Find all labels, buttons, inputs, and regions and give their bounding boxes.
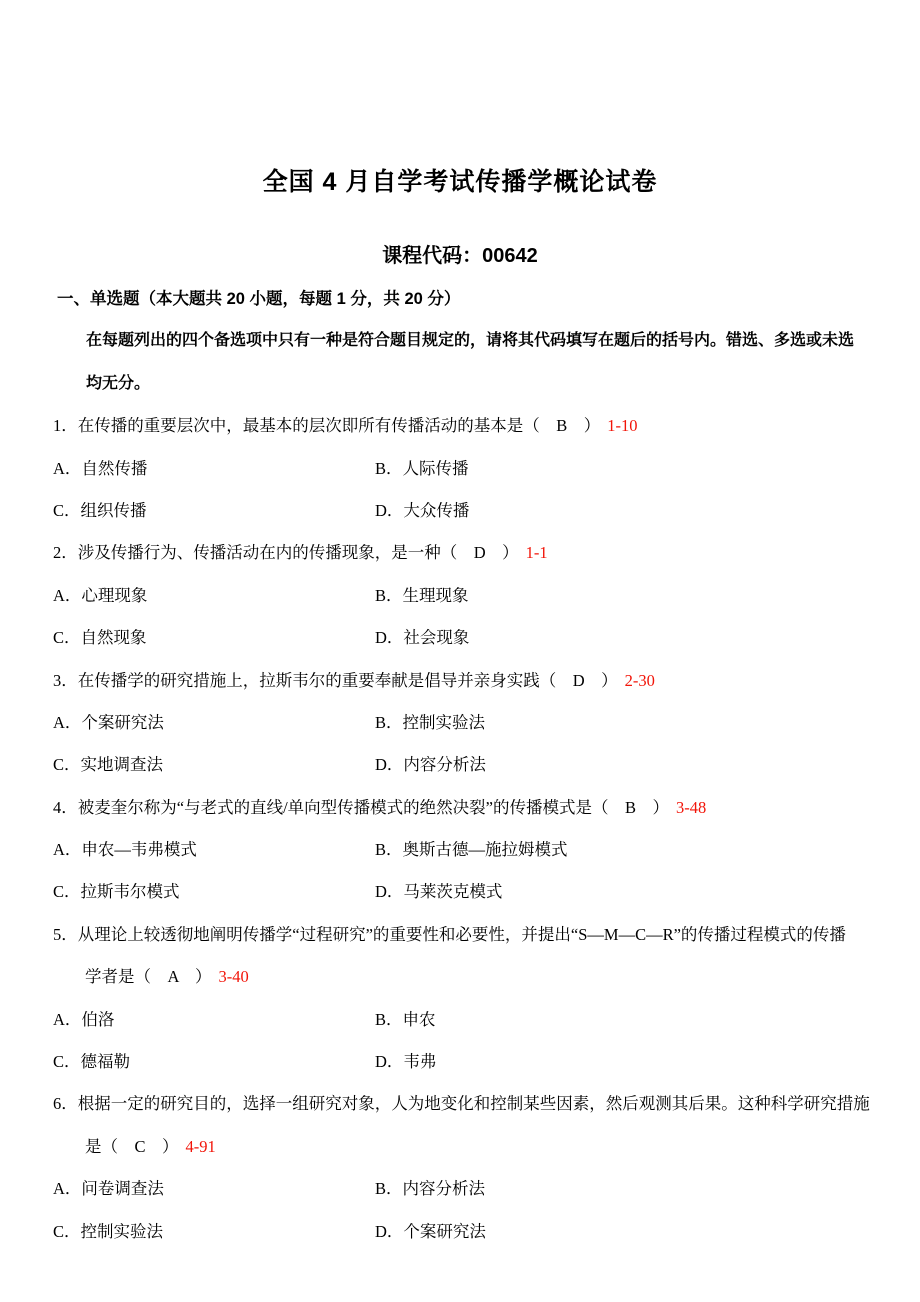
option-c: C．自然现象 — [53, 628, 147, 648]
answer-ref: 1-10 — [607, 416, 638, 436]
question-5-line1 — [0, 914, 920, 956]
answer-ref: 3-40 — [218, 967, 249, 987]
option-a: A．伯洛 — [53, 1009, 115, 1029]
option-c: C．组织传播 — [53, 500, 147, 520]
answer-ref: 4-91 — [185, 1136, 216, 1156]
option-d: D．个案研究法 — [375, 1221, 486, 1241]
option-c: C．拉斯韦尔模式 — [53, 882, 180, 902]
question-stem: 涉及传播行为、传播活动在内的传播现象，是一种 — [77, 543, 441, 563]
exam-content — [0, 278, 920, 1253]
option-b: B．生理现象 — [375, 585, 469, 605]
option-b: B．控制实验法 — [375, 712, 486, 732]
question-4-line — [0, 787, 920, 829]
question-stem: 根据一定的研究目的，选择一组研究对象，人为地变化和控制某些因素，然后观测其后果。这种科学研究措施 — [77, 1094, 870, 1114]
option-a: A．自然传播 — [53, 458, 148, 478]
option-d: D．韦弗 — [375, 1052, 437, 1072]
question-stem: 在传播学的研究措施上，拉斯韦尔的重要奉献是倡导并亲身实践 — [77, 670, 540, 690]
question-stem: 从理论上较透彻地阐明传播学“过程研究”的重要性和必要性，并提出“S—M—C—R”的传播过程模式的传播 — [77, 924, 846, 944]
question-1-options-cd — [0, 490, 920, 532]
answer-blank: （ D ） — [440, 543, 519, 563]
question-1-options-ab — [0, 448, 920, 490]
question-6-options-ab — [0, 1168, 920, 1210]
option-a: A．个案研究法 — [53, 712, 164, 732]
section-heading: 一、单选题（本大题共 20 小题，每题 1 分，共 20 分） — [57, 290, 461, 308]
option-a: A．问卷调查法 — [53, 1179, 164, 1199]
option-b: B．人际传播 — [375, 458, 469, 478]
section-instructions-line1: 在每题列出的四个备选项中只有一种是符合题目规定的，请将其代码填写在题后的括号内。错选、多选或未选 — [86, 332, 855, 350]
answer-blank: （ B ） — [591, 797, 669, 817]
question-3-options-ab — [0, 702, 920, 744]
course-code: 课程代码：00642 — [382, 245, 538, 267]
question-3-options-cd — [0, 744, 920, 786]
option-b: B．申农 — [375, 1009, 436, 1029]
answer-blank: （ D ） — [539, 670, 618, 690]
question-number: 3． — [53, 670, 78, 690]
option-d: D．社会现象 — [375, 628, 470, 648]
question-1-line — [0, 405, 920, 447]
question-number: 1． — [53, 416, 78, 436]
answer-blank: （ C ） — [101, 1136, 179, 1156]
option-d: D．马莱茨克模式 — [375, 882, 503, 902]
question-2-options-cd — [0, 617, 920, 659]
question-4-options-ab — [0, 829, 920, 871]
question-6-options-cd — [0, 1211, 920, 1253]
option-c: C．德福勒 — [53, 1052, 131, 1072]
option-a: A．申农—韦弗模式 — [53, 840, 197, 860]
question-number: 4． — [53, 797, 78, 817]
option-b: B．奥斯古德—施拉姆模式 — [375, 840, 568, 860]
question-5-options-cd — [0, 1041, 920, 1083]
answer-ref: 3-48 — [676, 797, 707, 817]
option-d: D．大众传播 — [375, 500, 470, 520]
answer-ref: 2-30 — [624, 670, 655, 690]
answer-blank: （ B ） — [523, 416, 601, 436]
question-2-line — [0, 532, 920, 574]
question-3-line — [0, 660, 920, 702]
question-4-options-cd — [0, 871, 920, 913]
question-stem: 在传播的重要层次中，最基本的层次即所有传播活动的基本是 — [77, 416, 524, 436]
question-number: 5． — [53, 924, 78, 944]
option-b: B．内容分析法 — [375, 1179, 486, 1199]
question-2-options-ab — [0, 575, 920, 617]
option-d: D．内容分析法 — [375, 755, 486, 775]
option-c: C．控制实验法 — [53, 1221, 164, 1241]
section-instructions-line2: 均无分。 — [86, 374, 151, 392]
question-5-line2 — [0, 956, 920, 998]
question-stem: 被麦奎尔称为“与老式的直线/单向型传播模式的绝然决裂”的传播模式是 — [77, 797, 592, 817]
question-number: 6． — [53, 1094, 78, 1114]
question-5-options-ab — [0, 999, 920, 1041]
option-a: A．心理现象 — [53, 585, 148, 605]
answer-blank: （ A ） — [134, 967, 212, 987]
option-c: C．实地调查法 — [53, 755, 164, 775]
question-stem-continued: 学者是 — [85, 967, 135, 987]
page-title: 全国 4 月自学考试传播学概论试卷 — [262, 168, 658, 196]
question-6-line2 — [0, 1126, 920, 1168]
answer-ref: 1-1 — [525, 543, 548, 563]
question-stem-continued: 是 — [85, 1136, 102, 1156]
question-number: 2． — [53, 543, 78, 563]
question-6-line1 — [0, 1083, 920, 1125]
